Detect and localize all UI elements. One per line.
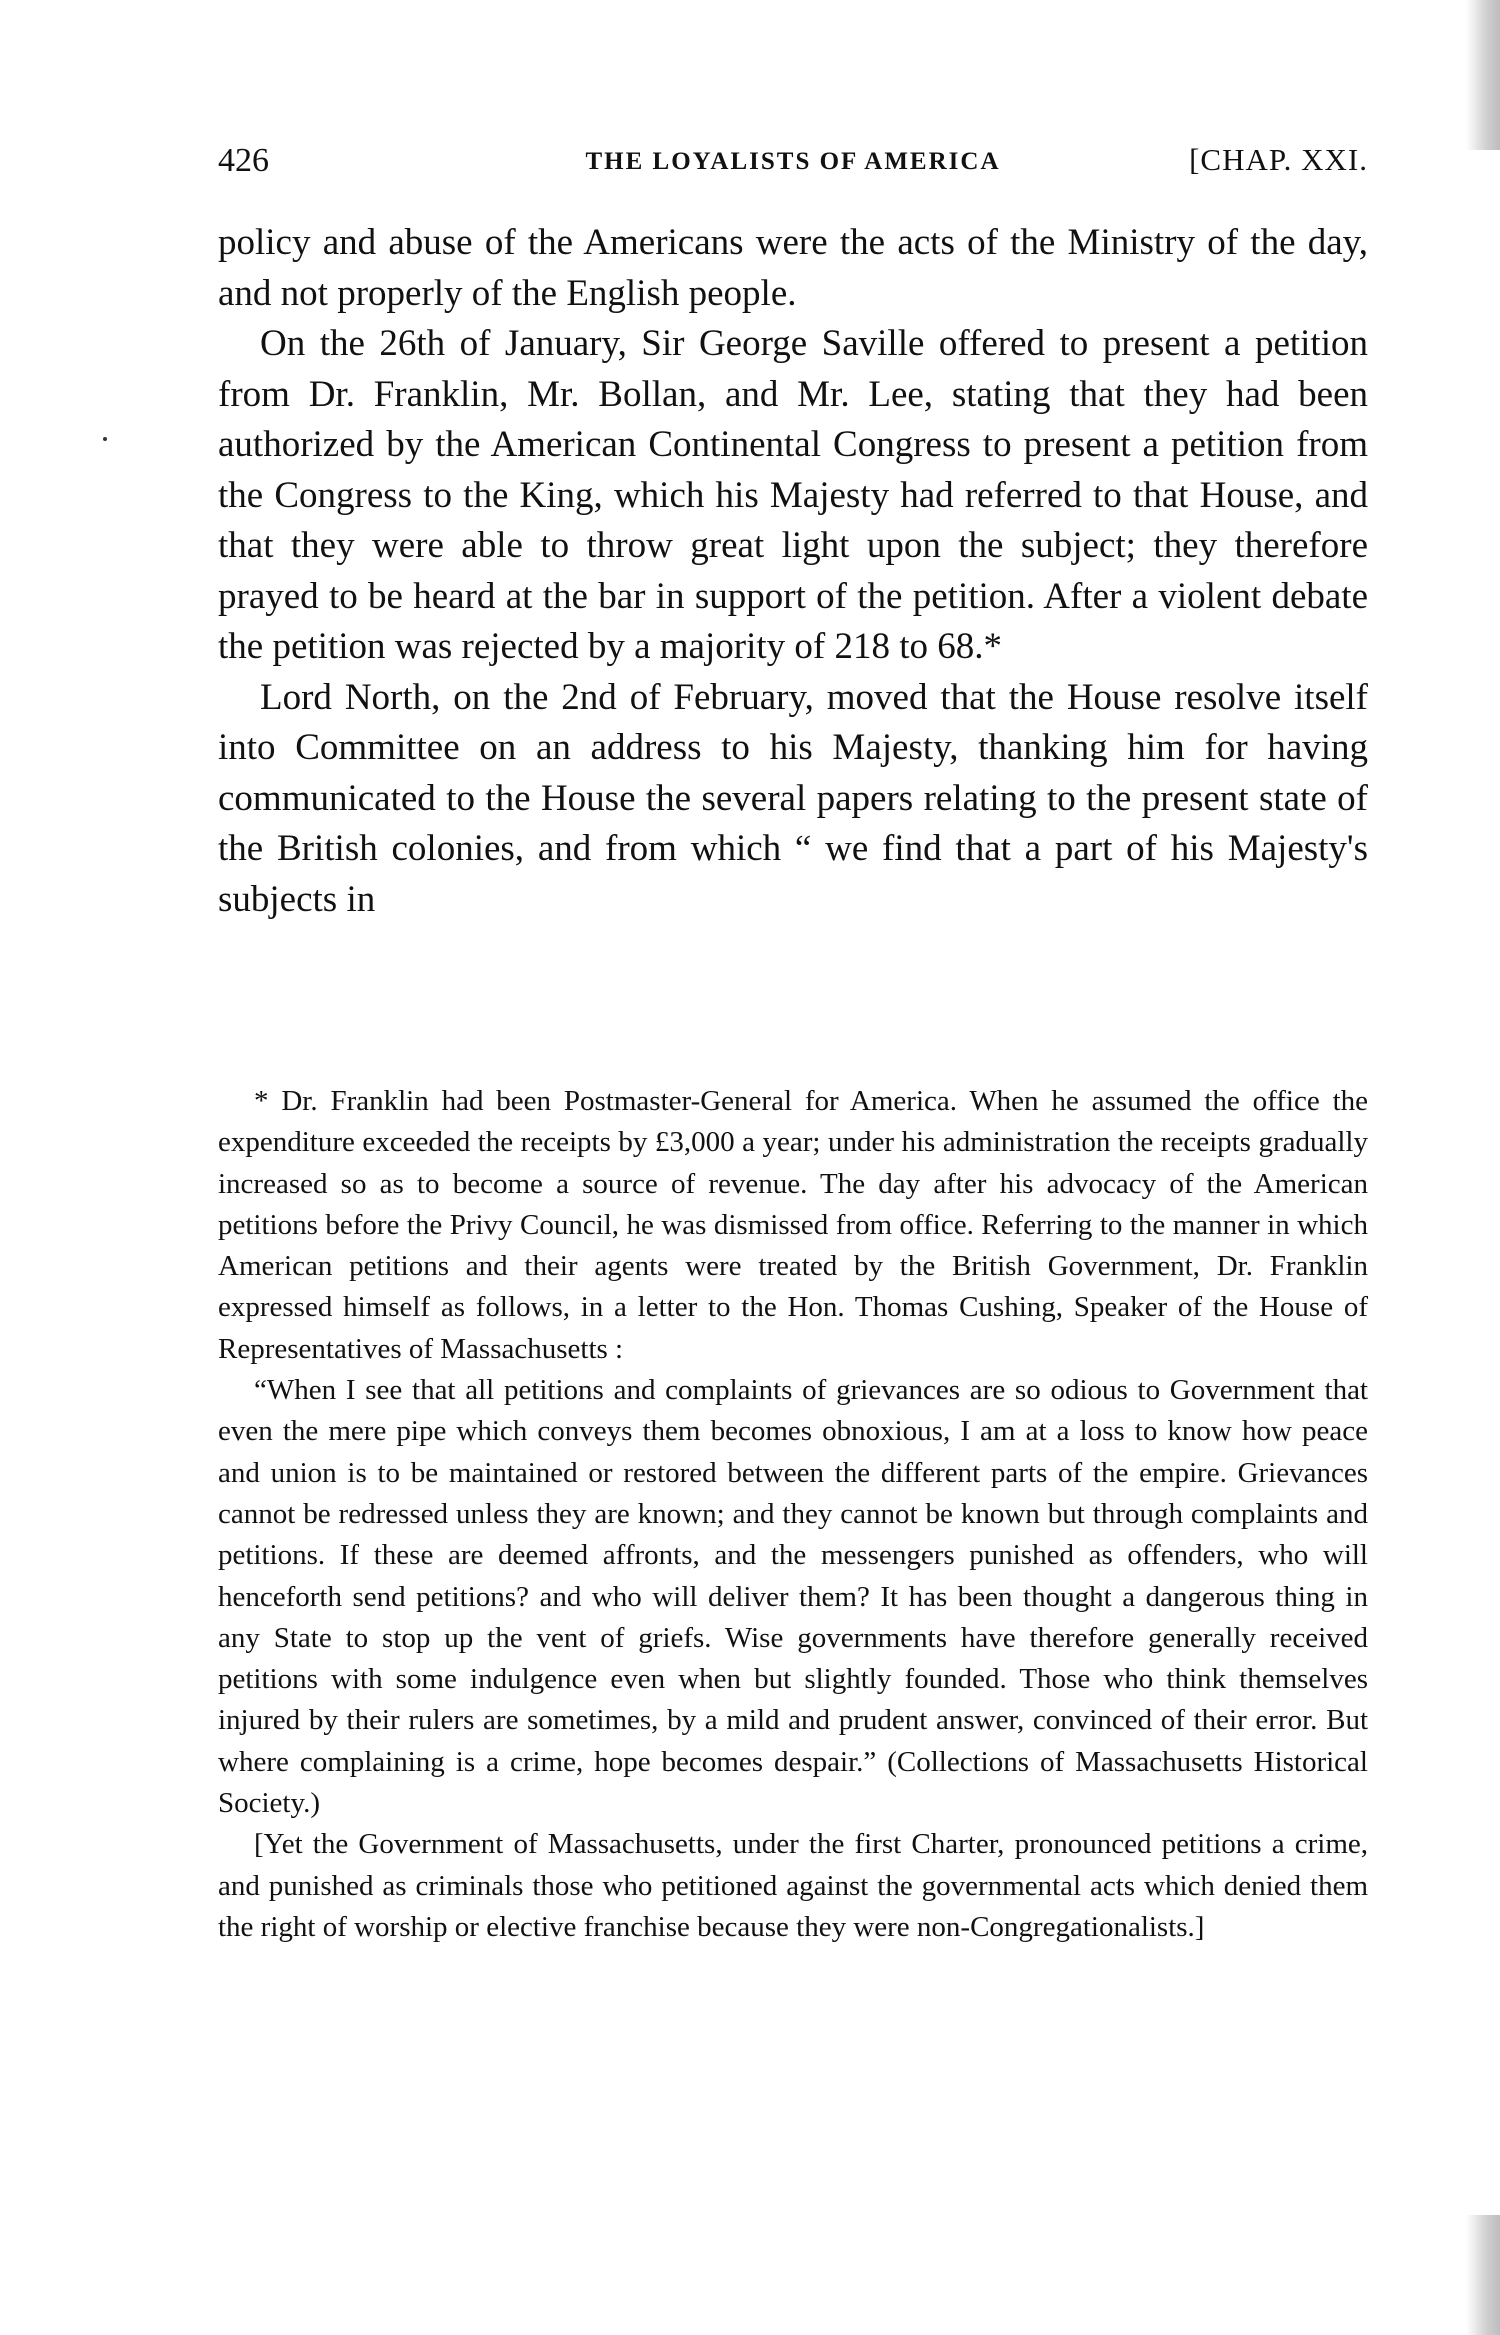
footnote-paragraph: * Dr. Franklin had been Postmaster-General for America. When he assumed the office the expenditure exceeded the receipts by £3,000 a year; under his administration the receipts gradually increased so as to become a source of revenue. The day after his advocacy of the American petitions before the Privy Council, he was dismissed from office. Referring to the manner in which American petitions and their agents were treated by the British Government, Dr. Franklin expressed himself as follows, in a letter to the Hon. Thomas Cushing, Speaker of the House of Representatives of Massachusetts : [218,1085,1368,1365]
page-edge-shadow-bottom [1466,2215,1500,2335]
body-paragraph: Lord North, on the 2nd of February, moved that the House resolve itself into Committee on an address to his Majesty, thanking him for having communicated to the House the several papers relating to the present state of the British colonies, and from which “ we find that a part of his Majesty's subjects in [218,676,1368,920]
footnote-quotation: “When I see that all petitions and complaints of grievances are so odious to Government that even the mere pipe which conveys them becomes obnoxious, I am at a loss to know how peace and union is to be maintained or restored between the different parts of the empire. Grievances cannot be redressed unless they are known; and they cannot be known but through complaints and petitions. If these are deemed affronts, and the messengers punished as offenders, who will henceforth send petitions? and who will deliver them? It has been thought a dangerous thing in any State to stop up the vent of griefs. Wise governments have therefore generally received petitions with some indulgence even when but slightly founded. Those who think themselves injured by their rulers are sometimes, by a mild and prudent answer, convinced of their error. But where complaining is a crime, hope becomes despair.” (Collections of Massachusetts Historical Society.) [218,1374,1368,1820]
main-body-text [218,218,1368,925]
page-header [218,142,1368,182]
body-paragraph: policy and abuse of the Americans were the acts of the Ministry of the day, and not properly of the English people. [218,222,1368,314]
footnote-editorial-note: [Yet the Government of Massachusetts, under the first Charter, pronounced petitions a crime, and punished as criminals those who petitioned against the governmental acts which denied them the right of worship or elective franchise because they were non-Congregationalists.] [218,1828,1368,1943]
footnote-section [218,1081,1368,1948]
page-number: 426 [218,142,269,179]
page-edge-shadow-top [1466,0,1500,150]
body-paragraph: On the 26th of January, Sir George Saville offered to present a petition from Dr. Franklin, Mr. Bollan, and Mr. Lee, stating that they had been authorized by the American Continental Congress to present a petition from the Congress to the King, which his Majesty had referred to that House, and that they were able to throw great light upon the subject; they therefore prayed to be heard at the bar in support of the petition. After a violent debate the petition was rejected by a majority of 218 to 68.* [218,323,1368,667]
chapter-label: [CHAP. XXI. [1189,142,1368,177]
stray-ink-mark [103,437,107,441]
running-title: THE LOYALISTS OF AMERICA [585,148,1001,175]
